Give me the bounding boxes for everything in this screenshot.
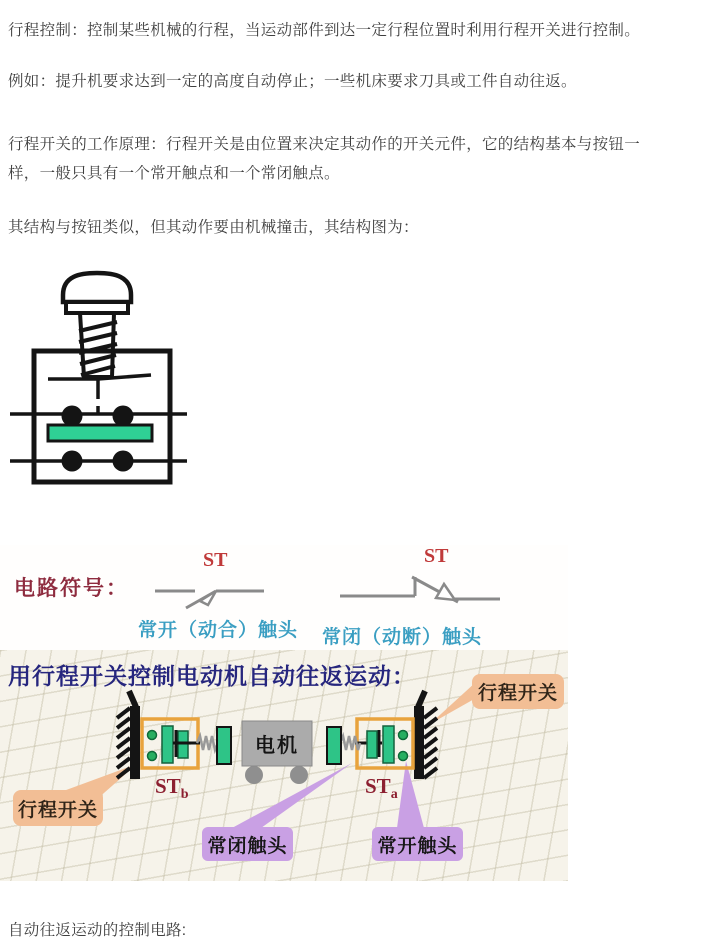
left-striker-block — [217, 727, 231, 764]
switch-label-stb — [155, 774, 188, 803]
screw-head-dome — [63, 273, 131, 302]
callout-no-contact: 常开触头 — [372, 827, 463, 861]
normally-open-contact-symbol — [150, 580, 270, 615]
normally-closed-contact-symbol — [335, 570, 505, 615]
no-contact-st-label: ST — [203, 549, 228, 571]
right-striker-block — [327, 727, 341, 764]
right-wall — [414, 691, 437, 779]
motor-wheel-left — [245, 766, 263, 784]
callout-nc-contact: 常闭触头 — [202, 827, 293, 861]
paragraph-working-principle: 行程开关的工作原理：行程开关是由位置来决定其动作的开关元件，它的结构基本与按钮一样，一般只具有一个常开触点和一个常闭触点。 — [8, 136, 641, 182]
circuit-symbols-and-motor-figure — [0, 545, 568, 881]
limit-switch-structure-figure — [0, 265, 200, 510]
motor-label: 电机 — [255, 735, 299, 757]
left-limit-switch — [142, 719, 200, 768]
no-contact-caption: 常开（动合）触头 — [138, 620, 299, 641]
limit-switch-structure-drawing — [0, 265, 200, 510]
nc-contact-st-label: ST — [424, 545, 449, 567]
callout-limit-switch-right: 行程开关 — [472, 674, 564, 709]
callout-limit-switch-left: 行程开关 — [13, 790, 103, 826]
nc-contact-caption: 常闭（动断）触头 — [322, 627, 483, 648]
paragraph-travel-control: 行程控制：控制某些机械的行程，当运动部件到达一定行程位置时利用行程开关进行控制。 — [8, 22, 641, 39]
motor-diagram-title: 用行程开关控制电动机自动往返运动： — [8, 664, 416, 689]
motor-wheel-right — [290, 766, 308, 784]
left-spring — [197, 736, 218, 750]
sta-sub: a — [390, 787, 398, 803]
paragraph-example: 例如：提升机要求达到一定的高度自动停止；一些机床要求刀具或工件自动往返。 — [8, 73, 577, 90]
paragraph-structure-note: 其结构与按钮类似，但其动作要由机械撞击，其结构图为： — [8, 219, 419, 236]
stb-sub: b — [180, 787, 189, 803]
left-wall — [117, 691, 140, 779]
circuit-symbols-heading: 电路符号： — [14, 576, 129, 600]
switch-label-sta — [365, 774, 398, 803]
sta-main: ST — [365, 774, 391, 798]
paragraph-control-circuit: 自动往返运动的控制电路: — [8, 922, 187, 939]
right-limit-switch — [355, 719, 413, 768]
contact-bridge — [48, 425, 152, 441]
stb-main: ST — [155, 774, 181, 798]
